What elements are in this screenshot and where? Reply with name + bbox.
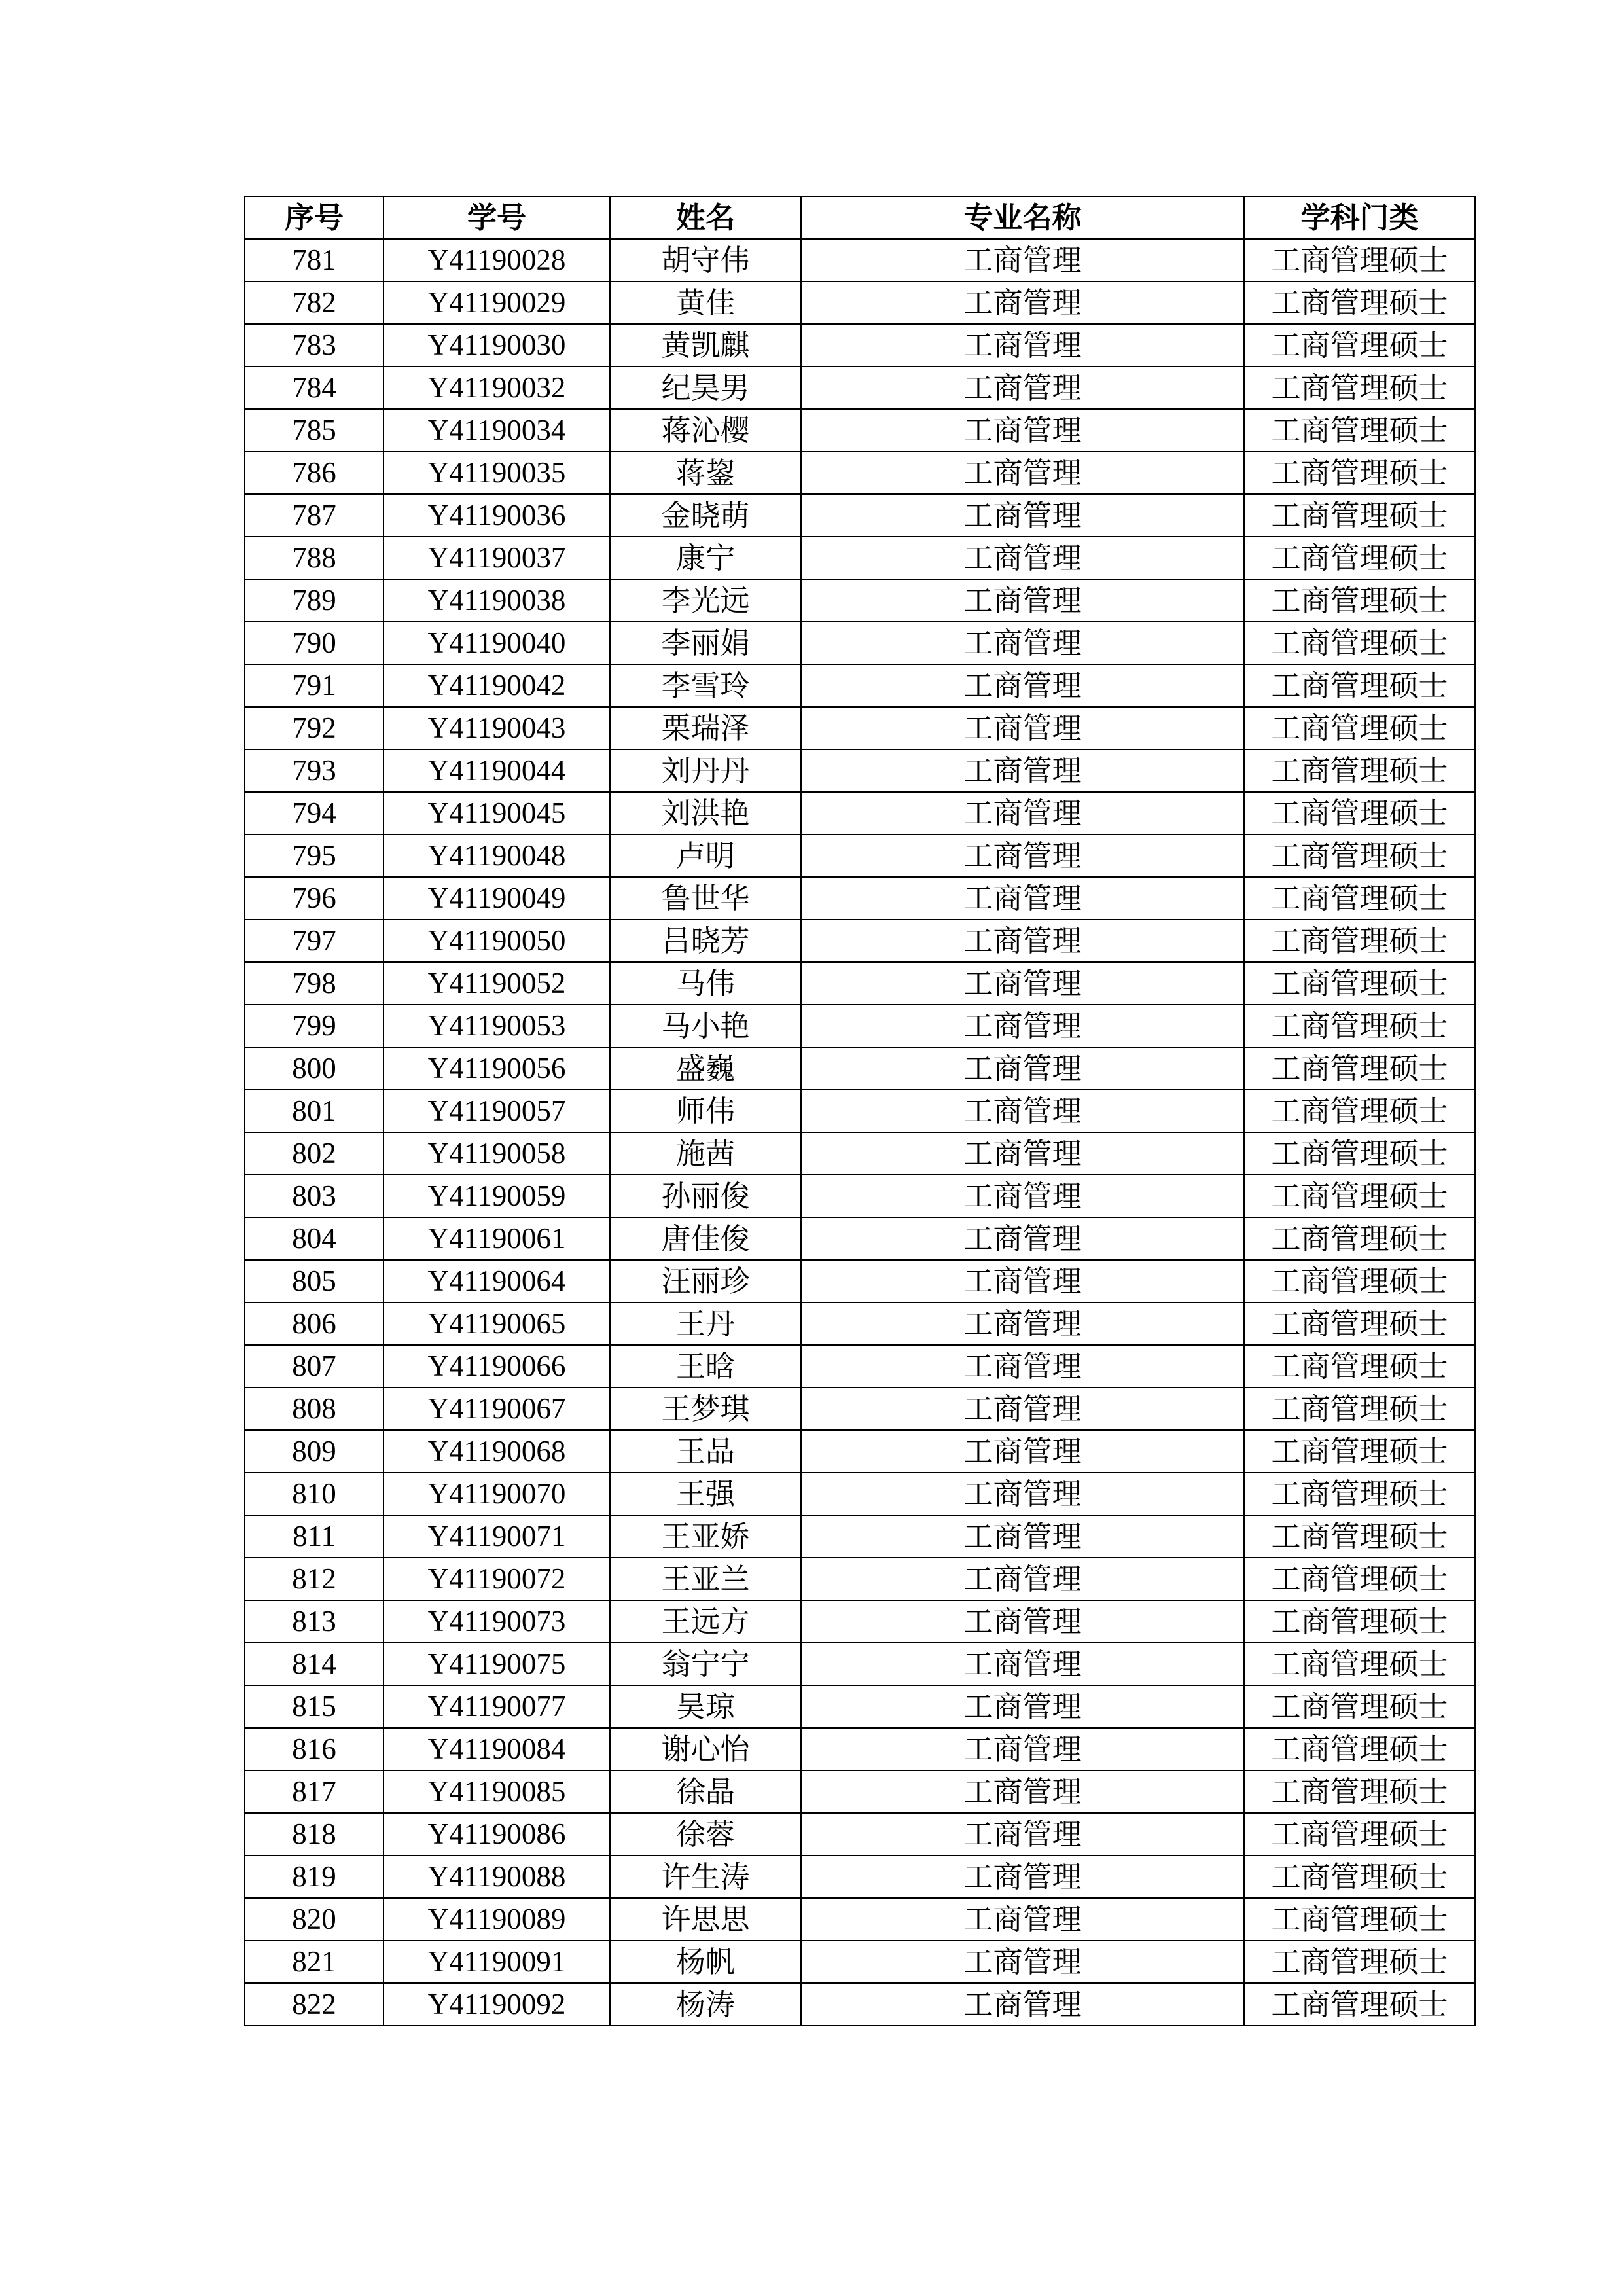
cell-index: 817 (245, 1770, 383, 1813)
cell-student-id: Y41190067 (383, 1388, 610, 1430)
cell-student-id: Y41190064 (383, 1260, 610, 1302)
cell-discipline: 工商管理硕士 (1244, 1430, 1475, 1473)
cell-student-id: Y41190071 (383, 1515, 610, 1558)
cell-index: 802 (245, 1132, 383, 1175)
table-row (245, 1643, 1475, 1685)
cell-discipline: 工商管理硕士 (1244, 1005, 1475, 1047)
cell-student-id: Y41190032 (383, 367, 610, 409)
cell-discipline: 工商管理硕士 (1244, 1302, 1475, 1345)
cell-discipline: 工商管理硕士 (1244, 324, 1475, 367)
cell-discipline: 工商管理硕士 (1244, 1515, 1475, 1558)
cell-student-id: Y41190040 (383, 622, 610, 664)
table-row (245, 1430, 1475, 1473)
cell-discipline: 工商管理硕士 (1244, 1813, 1475, 1856)
cell-discipline: 工商管理硕士 (1244, 877, 1475, 920)
cell-index: 812 (245, 1558, 383, 1600)
table-row (245, 1770, 1475, 1813)
header-index: 序号 (245, 196, 383, 239)
cell-index: 792 (245, 707, 383, 749)
cell-index: 821 (245, 1941, 383, 1983)
cell-index: 822 (245, 1983, 383, 2026)
cell-discipline: 工商管理硕士 (1244, 1090, 1475, 1132)
cell-index: 789 (245, 579, 383, 622)
cell-name: 许思思 (610, 1898, 801, 1941)
cell-major: 工商管理 (801, 1302, 1244, 1345)
cell-student-id: Y41190092 (383, 1983, 610, 2026)
cell-index: 791 (245, 664, 383, 707)
cell-student-id: Y41190053 (383, 1005, 610, 1047)
header-name: 姓名 (610, 196, 801, 239)
cell-major: 工商管理 (801, 579, 1244, 622)
cell-name: 王品 (610, 1430, 801, 1473)
cell-discipline: 工商管理硕士 (1244, 1132, 1475, 1175)
cell-discipline: 工商管理硕士 (1244, 664, 1475, 707)
cell-major: 工商管理 (801, 749, 1244, 792)
table-row (245, 834, 1475, 877)
cell-discipline: 工商管理硕士 (1244, 452, 1475, 494)
cell-index: 784 (245, 367, 383, 409)
cell-discipline: 工商管理硕士 (1244, 1898, 1475, 1941)
cell-name: 王远方 (610, 1600, 801, 1643)
cell-major: 工商管理 (801, 537, 1244, 579)
cell-discipline: 工商管理硕士 (1244, 579, 1475, 622)
cell-name: 胡守伟 (610, 239, 801, 281)
table-row (245, 1388, 1475, 1430)
cell-major: 工商管理 (801, 494, 1244, 537)
cell-name: 马伟 (610, 962, 801, 1005)
cell-name: 纪昊男 (610, 367, 801, 409)
cell-student-id: Y41190042 (383, 664, 610, 707)
cell-student-id: Y41190061 (383, 1217, 610, 1260)
cell-student-id: Y41190085 (383, 1770, 610, 1813)
cell-major: 工商管理 (801, 1515, 1244, 1558)
cell-index: 785 (245, 409, 383, 452)
cell-index: 805 (245, 1260, 383, 1302)
cell-discipline: 工商管理硕士 (1244, 494, 1475, 537)
cell-discipline: 工商管理硕士 (1244, 1770, 1475, 1813)
cell-discipline: 工商管理硕士 (1244, 1260, 1475, 1302)
cell-major: 工商管理 (801, 920, 1244, 962)
table-row (245, 579, 1475, 622)
cell-name: 吴琼 (610, 1685, 801, 1728)
cell-name: 徐晶 (610, 1770, 801, 1813)
cell-major: 工商管理 (801, 664, 1244, 707)
cell-index: 807 (245, 1345, 383, 1388)
cell-major: 工商管理 (801, 1813, 1244, 1856)
cell-major: 工商管理 (801, 1898, 1244, 1941)
cell-major: 工商管理 (801, 1260, 1244, 1302)
cell-major: 工商管理 (801, 1005, 1244, 1047)
cell-name: 吕晓芳 (610, 920, 801, 962)
cell-discipline: 工商管理硕士 (1244, 707, 1475, 749)
cell-index: 808 (245, 1388, 383, 1430)
table-row (245, 1941, 1475, 1983)
cell-discipline: 工商管理硕士 (1244, 1388, 1475, 1430)
cell-major: 工商管理 (801, 1388, 1244, 1430)
cell-discipline: 工商管理硕士 (1244, 1983, 1475, 2026)
cell-name: 盛巍 (610, 1047, 801, 1090)
cell-major: 工商管理 (801, 1983, 1244, 2026)
cell-major: 工商管理 (801, 409, 1244, 452)
table-row (245, 537, 1475, 579)
table-row (245, 1005, 1475, 1047)
cell-index: 816 (245, 1728, 383, 1770)
cell-discipline: 工商管理硕士 (1244, 1175, 1475, 1217)
table-row (245, 1217, 1475, 1260)
cell-student-id: Y41190091 (383, 1941, 610, 1983)
cell-name: 谢心怡 (610, 1728, 801, 1770)
cell-index: 810 (245, 1473, 383, 1515)
cell-index: 781 (245, 239, 383, 281)
cell-student-id: Y41190075 (383, 1643, 610, 1685)
cell-discipline: 工商管理硕士 (1244, 1600, 1475, 1643)
cell-name: 李雪玲 (610, 664, 801, 707)
cell-major: 工商管理 (801, 367, 1244, 409)
cell-student-id: Y41190057 (383, 1090, 610, 1132)
cell-student-id: Y41190059 (383, 1175, 610, 1217)
cell-index: 813 (245, 1600, 383, 1643)
cell-major: 工商管理 (801, 962, 1244, 1005)
cell-student-id: Y41190056 (383, 1047, 610, 1090)
table-row (245, 749, 1475, 792)
cell-index: 787 (245, 494, 383, 537)
cell-name: 蒋沁樱 (610, 409, 801, 452)
table-row (245, 1132, 1475, 1175)
cell-index: 806 (245, 1302, 383, 1345)
cell-major: 工商管理 (801, 1047, 1244, 1090)
cell-major: 工商管理 (801, 1728, 1244, 1770)
cell-student-id: Y41190066 (383, 1345, 610, 1388)
cell-discipline: 工商管理硕士 (1244, 834, 1475, 877)
cell-name: 孙丽俊 (610, 1175, 801, 1217)
cell-student-id: Y41190068 (383, 1430, 610, 1473)
cell-discipline: 工商管理硕士 (1244, 1728, 1475, 1770)
cell-index: 819 (245, 1856, 383, 1898)
cell-index: 815 (245, 1685, 383, 1728)
cell-major: 工商管理 (801, 1600, 1244, 1643)
cell-index: 814 (245, 1643, 383, 1685)
cell-index: 804 (245, 1217, 383, 1260)
cell-index: 798 (245, 962, 383, 1005)
table-row (245, 962, 1475, 1005)
cell-major: 工商管理 (801, 834, 1244, 877)
cell-name: 王强 (610, 1473, 801, 1515)
cell-student-id: Y41190048 (383, 834, 610, 877)
cell-student-id: Y41190029 (383, 281, 610, 324)
cell-index: 811 (245, 1515, 383, 1558)
table-row (245, 920, 1475, 962)
table-row (245, 1983, 1475, 2026)
cell-name: 翁宁宁 (610, 1643, 801, 1685)
table-row (245, 1558, 1475, 1600)
cell-name: 王丹 (610, 1302, 801, 1345)
cell-discipline: 工商管理硕士 (1244, 1643, 1475, 1685)
cell-discipline: 工商管理硕士 (1244, 239, 1475, 281)
header-major: 专业名称 (801, 196, 1244, 239)
cell-student-id: Y41190044 (383, 749, 610, 792)
cell-student-id: Y41190065 (383, 1302, 610, 1345)
cell-name: 鲁世华 (610, 877, 801, 920)
cell-major: 工商管理 (801, 877, 1244, 920)
cell-index: 797 (245, 920, 383, 962)
cell-name: 刘洪艳 (610, 792, 801, 834)
table-row (245, 1175, 1475, 1217)
cell-name: 栗瑞泽 (610, 707, 801, 749)
table-row (245, 792, 1475, 834)
cell-major: 工商管理 (801, 1217, 1244, 1260)
cell-major: 工商管理 (801, 324, 1244, 367)
header-discipline: 学科门类 (1244, 196, 1475, 239)
cell-index: 794 (245, 792, 383, 834)
cell-name: 杨涛 (610, 1983, 801, 2026)
cell-index: 809 (245, 1430, 383, 1473)
cell-index: 782 (245, 281, 383, 324)
table-row (245, 281, 1475, 324)
cell-student-id: Y41190072 (383, 1558, 610, 1600)
cell-discipline: 工商管理硕士 (1244, 622, 1475, 664)
cell-student-id: Y41190050 (383, 920, 610, 962)
table-row (245, 1685, 1475, 1728)
cell-index: 790 (245, 622, 383, 664)
cell-major: 工商管理 (801, 707, 1244, 749)
cell-student-id: Y41190034 (383, 409, 610, 452)
cell-student-id: Y41190028 (383, 239, 610, 281)
cell-major: 工商管理 (801, 622, 1244, 664)
cell-major: 工商管理 (801, 239, 1244, 281)
cell-index: 801 (245, 1090, 383, 1132)
cell-major: 工商管理 (801, 1132, 1244, 1175)
cell-major: 工商管理 (801, 452, 1244, 494)
table-row (245, 622, 1475, 664)
cell-index: 795 (245, 834, 383, 877)
table-row (245, 1047, 1475, 1090)
cell-index: 820 (245, 1898, 383, 1941)
cell-index: 793 (245, 749, 383, 792)
table-row (245, 877, 1475, 920)
cell-major: 工商管理 (801, 281, 1244, 324)
cell-name: 王亚兰 (610, 1558, 801, 1600)
cell-name: 师伟 (610, 1090, 801, 1132)
cell-index: 788 (245, 537, 383, 579)
table-row (245, 494, 1475, 537)
table-row (245, 452, 1475, 494)
cell-student-id: Y41190073 (383, 1600, 610, 1643)
cell-major: 工商管理 (801, 1856, 1244, 1898)
table-row (245, 324, 1475, 367)
cell-major: 工商管理 (801, 1558, 1244, 1600)
cell-discipline: 工商管理硕士 (1244, 962, 1475, 1005)
cell-name: 王亚娇 (610, 1515, 801, 1558)
cell-student-id: Y41190088 (383, 1856, 610, 1898)
header-student-id: 学号 (383, 196, 610, 239)
cell-major: 工商管理 (801, 1473, 1244, 1515)
cell-student-id: Y41190030 (383, 324, 610, 367)
cell-student-id: Y41190035 (383, 452, 610, 494)
cell-discipline: 工商管理硕士 (1244, 749, 1475, 792)
table-row (245, 1260, 1475, 1302)
table-row (245, 1813, 1475, 1856)
cell-student-id: Y41190070 (383, 1473, 610, 1515)
cell-student-id: Y41190052 (383, 962, 610, 1005)
cell-discipline: 工商管理硕士 (1244, 367, 1475, 409)
table-row (245, 1473, 1475, 1515)
cell-index: 786 (245, 452, 383, 494)
cell-discipline: 工商管理硕士 (1244, 1558, 1475, 1600)
table-row (245, 1090, 1475, 1132)
cell-index: 783 (245, 324, 383, 367)
table-row (245, 239, 1475, 281)
cell-index: 803 (245, 1175, 383, 1217)
cell-name: 黄佳 (610, 281, 801, 324)
cell-discipline: 工商管理硕士 (1244, 1856, 1475, 1898)
cell-discipline: 工商管理硕士 (1244, 537, 1475, 579)
table-row (245, 1515, 1475, 1558)
student-list-table (244, 196, 1476, 2026)
table-row (245, 1728, 1475, 1770)
table-body (245, 239, 1475, 2026)
table-row (245, 1600, 1475, 1643)
cell-student-id: Y41190036 (383, 494, 610, 537)
cell-student-id: Y41190049 (383, 877, 610, 920)
cell-name: 康宁 (610, 537, 801, 579)
table-row (245, 707, 1475, 749)
cell-major: 工商管理 (801, 1770, 1244, 1813)
cell-major: 工商管理 (801, 1175, 1244, 1217)
cell-student-id: Y41190045 (383, 792, 610, 834)
cell-index: 800 (245, 1047, 383, 1090)
table-row (245, 367, 1475, 409)
cell-student-id: Y41190084 (383, 1728, 610, 1770)
cell-name: 卢明 (610, 834, 801, 877)
cell-index: 796 (245, 877, 383, 920)
cell-student-id: Y41190058 (383, 1132, 610, 1175)
cell-name: 许生涛 (610, 1856, 801, 1898)
table-row (245, 1898, 1475, 1941)
table-row (245, 409, 1475, 452)
table-row (245, 1302, 1475, 1345)
cell-name: 金晓萌 (610, 494, 801, 537)
cell-student-id: Y41190089 (383, 1898, 610, 1941)
cell-name: 唐佳俊 (610, 1217, 801, 1260)
cell-name: 李丽娟 (610, 622, 801, 664)
cell-name: 李光远 (610, 579, 801, 622)
table-row (245, 1345, 1475, 1388)
cell-name: 马小艳 (610, 1005, 801, 1047)
cell-name: 刘丹丹 (610, 749, 801, 792)
cell-name: 徐蓉 (610, 1813, 801, 1856)
cell-major: 工商管理 (801, 1941, 1244, 1983)
cell-major: 工商管理 (801, 792, 1244, 834)
cell-discipline: 工商管理硕士 (1244, 1047, 1475, 1090)
cell-discipline: 工商管理硕士 (1244, 1941, 1475, 1983)
cell-student-id: Y41190077 (383, 1685, 610, 1728)
cell-discipline: 工商管理硕士 (1244, 1345, 1475, 1388)
table-header-row (245, 196, 1475, 239)
cell-discipline: 工商管理硕士 (1244, 1685, 1475, 1728)
cell-name: 杨帆 (610, 1941, 801, 1983)
cell-name: 蒋鋆 (610, 452, 801, 494)
cell-major: 工商管理 (801, 1685, 1244, 1728)
cell-discipline: 工商管理硕士 (1244, 409, 1475, 452)
cell-name: 汪丽珍 (610, 1260, 801, 1302)
cell-name: 王晗 (610, 1345, 801, 1388)
cell-name: 王梦琪 (610, 1388, 801, 1430)
cell-discipline: 工商管理硕士 (1244, 920, 1475, 962)
cell-student-id: Y41190037 (383, 537, 610, 579)
cell-index: 818 (245, 1813, 383, 1856)
cell-student-id: Y41190086 (383, 1813, 610, 1856)
cell-index: 799 (245, 1005, 383, 1047)
cell-major: 工商管理 (801, 1643, 1244, 1685)
cell-student-id: Y41190043 (383, 707, 610, 749)
cell-student-id: Y41190038 (383, 579, 610, 622)
cell-major: 工商管理 (801, 1090, 1244, 1132)
cell-major: 工商管理 (801, 1345, 1244, 1388)
cell-discipline: 工商管理硕士 (1244, 281, 1475, 324)
cell-name: 施茜 (610, 1132, 801, 1175)
cell-discipline: 工商管理硕士 (1244, 1217, 1475, 1260)
table-row (245, 1856, 1475, 1898)
cell-name: 黄凯麒 (610, 324, 801, 367)
table-row (245, 664, 1475, 707)
cell-discipline: 工商管理硕士 (1244, 1473, 1475, 1515)
cell-major: 工商管理 (801, 1430, 1244, 1473)
cell-discipline: 工商管理硕士 (1244, 792, 1475, 834)
